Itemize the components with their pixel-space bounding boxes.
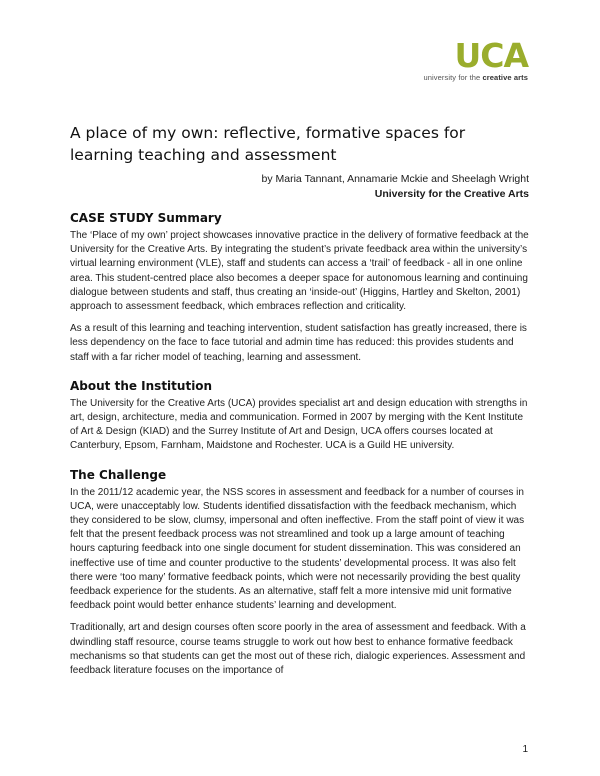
paragraph: Traditionally, art and design courses often score poorly in the area of assessment and feedback. With a dwindling staff resource, course teams struggle to work out how best to enhance formative feedback mechanisms so that students can get the most out of these rich, dialogic experiences. Assessment and feedback literature focuses on the importance of <box>70 622 526 677</box>
page-number: 1 <box>522 744 528 755</box>
logo-tag-strong: creative arts <box>482 73 528 82</box>
logo-tag-prefix: university for the <box>423 73 483 82</box>
uca-logo <box>408 36 528 82</box>
logo-tagline <box>408 73 528 82</box>
document-title: A place of my own: reflective, formative spaces for learning teaching and assessment <box>70 124 466 164</box>
document-body <box>70 210 532 691</box>
section-the-challenge <box>70 467 532 679</box>
section-heading: The Challenge <box>70 467 167 482</box>
paragraph: In the 2011/12 academic year, the NSS scores in assessment and feedback for a number of courses in UCA, were unacceptably low. Students identified dissatisfaction with the feedback mechanism, which they considered to be slow, clumsy, impersonal and often ineffective. From the staff point of view it was felt that the present feedback process was not streamlined and took up a large amount of teaching hours capturing feedback into one single document for student dissemination. This was considered an ineffective use of time and counter productive to the students’ developmental process. It was also felt there were ‘too many’ formative feedback points, which were not necessarily providing the best quality feedback experience for the students. As an alternative, staff felt a more intensive mid unit formative feedback point would better enhance students’ learning and development. <box>70 486 525 612</box>
section-heading: About the Institution <box>70 378 213 393</box>
section-heading: CASE STUDY Summary <box>70 211 222 225</box>
institution: University for the Creative Arts <box>374 188 529 200</box>
paragraph: The ‘Place of my own’ project showcases innovative practice in the delivery of formative feedback at the University for the Creative Arts. By integrating the student’s private feedback area within the university’s virtual learning environment (VLE), staff and students can access a ‘trail’ of feedback - all in one online area. This student-centred place also becomes a deeper space for autonomous learning and continuing dialogue between students and staff, thus creating an ‘inside-out’ (Higgins, Hartley and Skelton, 2001) approach to assessment feedback, which embraces reflection and criticality. <box>70 230 529 313</box>
paragraph: As a result of this learning and teaching intervention, student satisfaction has greatly increased, there is less dependency on the face to face tutorial and admin time has reduced: this provides students and staff with a far richer model of teaching, learning and assessment. <box>70 323 527 363</box>
logo-mark: UCA <box>454 36 528 75</box>
byline <box>261 172 529 202</box>
section-about-institution <box>70 378 532 454</box>
authors: by Maria Tannant, Annamarie Mckie and Sheelagh Wright <box>261 173 529 185</box>
paragraph: The University for the Creative Arts (UCA) provides specialist art and design education with strengths in art, design, architecture, media and communication. Formed in 2007 by merging with the Kent Institute of Art & Design (KIAD) and the Surrey Institute of Art and Design, UCA offers courses located at Canterbury, Epsom, Farnham, Maidstone and Rochester. UCA is a Guild HE university. <box>70 397 528 452</box>
section-case-study-summary <box>70 210 532 365</box>
